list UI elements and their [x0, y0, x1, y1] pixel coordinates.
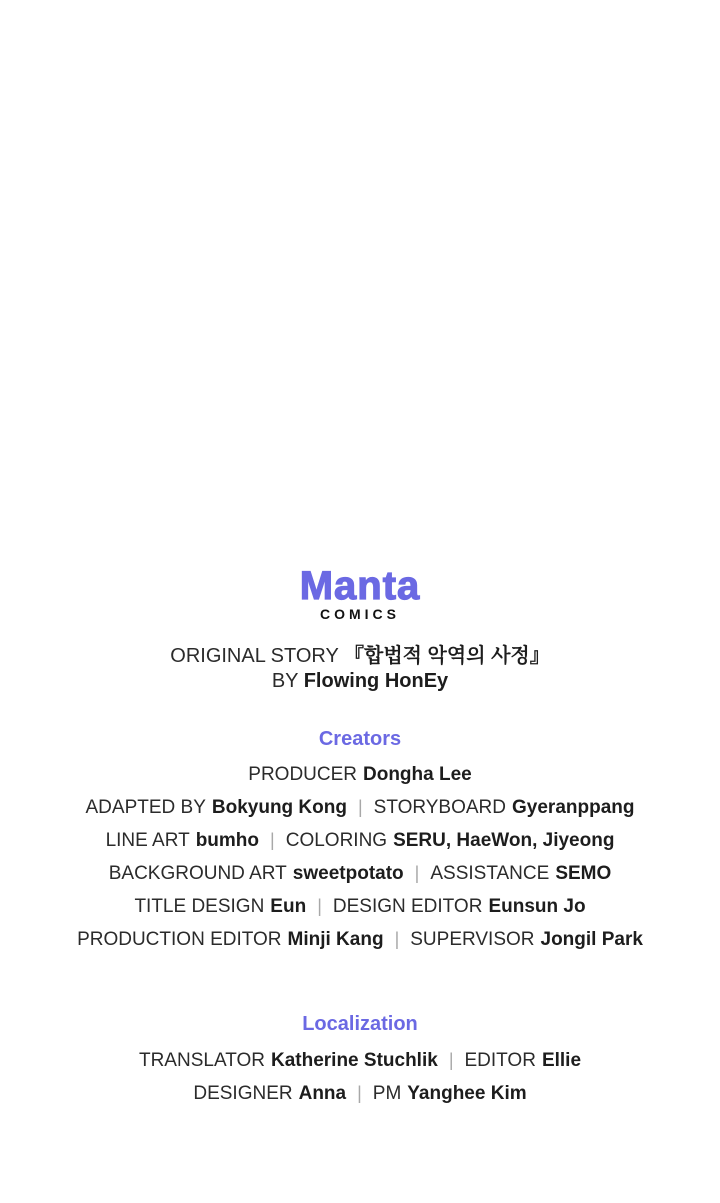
- credit-name: Minji Kang: [287, 929, 384, 950]
- credit-separator: |: [394, 929, 400, 949]
- by-label: BY: [271, 670, 299, 692]
- credit-name: Yanghee Kim: [407, 1083, 527, 1104]
- credit-label: PM: [372, 1083, 402, 1104]
- credit-label: PRODUCER: [248, 764, 357, 785]
- credit-label: ADAPTED BY: [85, 797, 206, 818]
- credit-name: sweetpotato: [292, 863, 404, 884]
- credit-row: [0, 759, 720, 791]
- credit-name: Dongha Lee: [363, 764, 472, 785]
- credit-separator: |: [270, 830, 275, 850]
- credit-row: [0, 1044, 720, 1077]
- credit-name: bumho: [195, 830, 260, 851]
- credit-name: Anna: [298, 1083, 347, 1104]
- credit-label: DESIGN EDITOR: [332, 896, 483, 917]
- original-story-line: [0, 644, 720, 668]
- credit-row: [0, 890, 720, 923]
- credit-separator: |: [414, 863, 420, 883]
- localization-credit-rows: [0, 1044, 720, 1110]
- section-heading-localization: Localization: [302, 1013, 418, 1035]
- credit-row: [0, 857, 720, 890]
- credit-label: TITLE DESIGN: [134, 896, 265, 917]
- credit-separator: |: [317, 896, 322, 916]
- credit-label: SUPERVISOR: [410, 929, 535, 950]
- credit-label: TRANSLATOR: [138, 1050, 265, 1071]
- manta-logo: [0, 566, 720, 622]
- credit-name: Katherine Stuchlik: [270, 1050, 438, 1071]
- credit-separator: |: [357, 1083, 362, 1103]
- credit-row: [0, 923, 720, 956]
- credit-separator: |: [448, 1050, 454, 1070]
- original-story-title: 『합법적 악역의 사정』: [344, 645, 550, 667]
- credit-label: DESIGNER: [193, 1083, 293, 1104]
- manta-logo-comics-label: COMICS: [320, 606, 400, 622]
- credit-label: STORYBOARD: [373, 797, 507, 818]
- author-name: Flowing HonEy: [303, 670, 449, 692]
- credits-content: [0, 566, 720, 1110]
- credit-separator: |: [357, 797, 363, 817]
- credit-label: ASSISTANCE: [430, 863, 550, 884]
- credit-name: Gyeranppang: [512, 797, 635, 818]
- credit-label: PRODUCTION EDITOR: [77, 929, 282, 950]
- original-story-label: ORIGINAL STORY: [170, 645, 339, 667]
- manta-logo-wordmark: Manta: [299, 564, 421, 608]
- credit-name: Eunsun Jo: [488, 896, 586, 917]
- credit-name: SERU, HaeWon, Jiyeong: [393, 830, 615, 851]
- credit-name: Eun: [270, 896, 307, 917]
- creators-credit-rows: [0, 759, 720, 956]
- section-heading-creators: Creators: [318, 728, 402, 750]
- credit-name: Ellie: [541, 1050, 582, 1071]
- credit-label: COLORING: [285, 830, 388, 851]
- credit-name: Bokyung Kong: [211, 797, 347, 818]
- credit-label: BACKGROUND ART: [108, 863, 287, 884]
- credit-row: [0, 824, 720, 857]
- credit-label: EDITOR: [464, 1050, 536, 1071]
- credit-row: [0, 1077, 720, 1110]
- author-line: [0, 668, 720, 695]
- credit-label: LINE ART: [105, 830, 190, 851]
- credit-name: Jongil Park: [540, 929, 643, 950]
- credit-name: SEMO: [555, 863, 612, 884]
- credit-row: [0, 791, 720, 824]
